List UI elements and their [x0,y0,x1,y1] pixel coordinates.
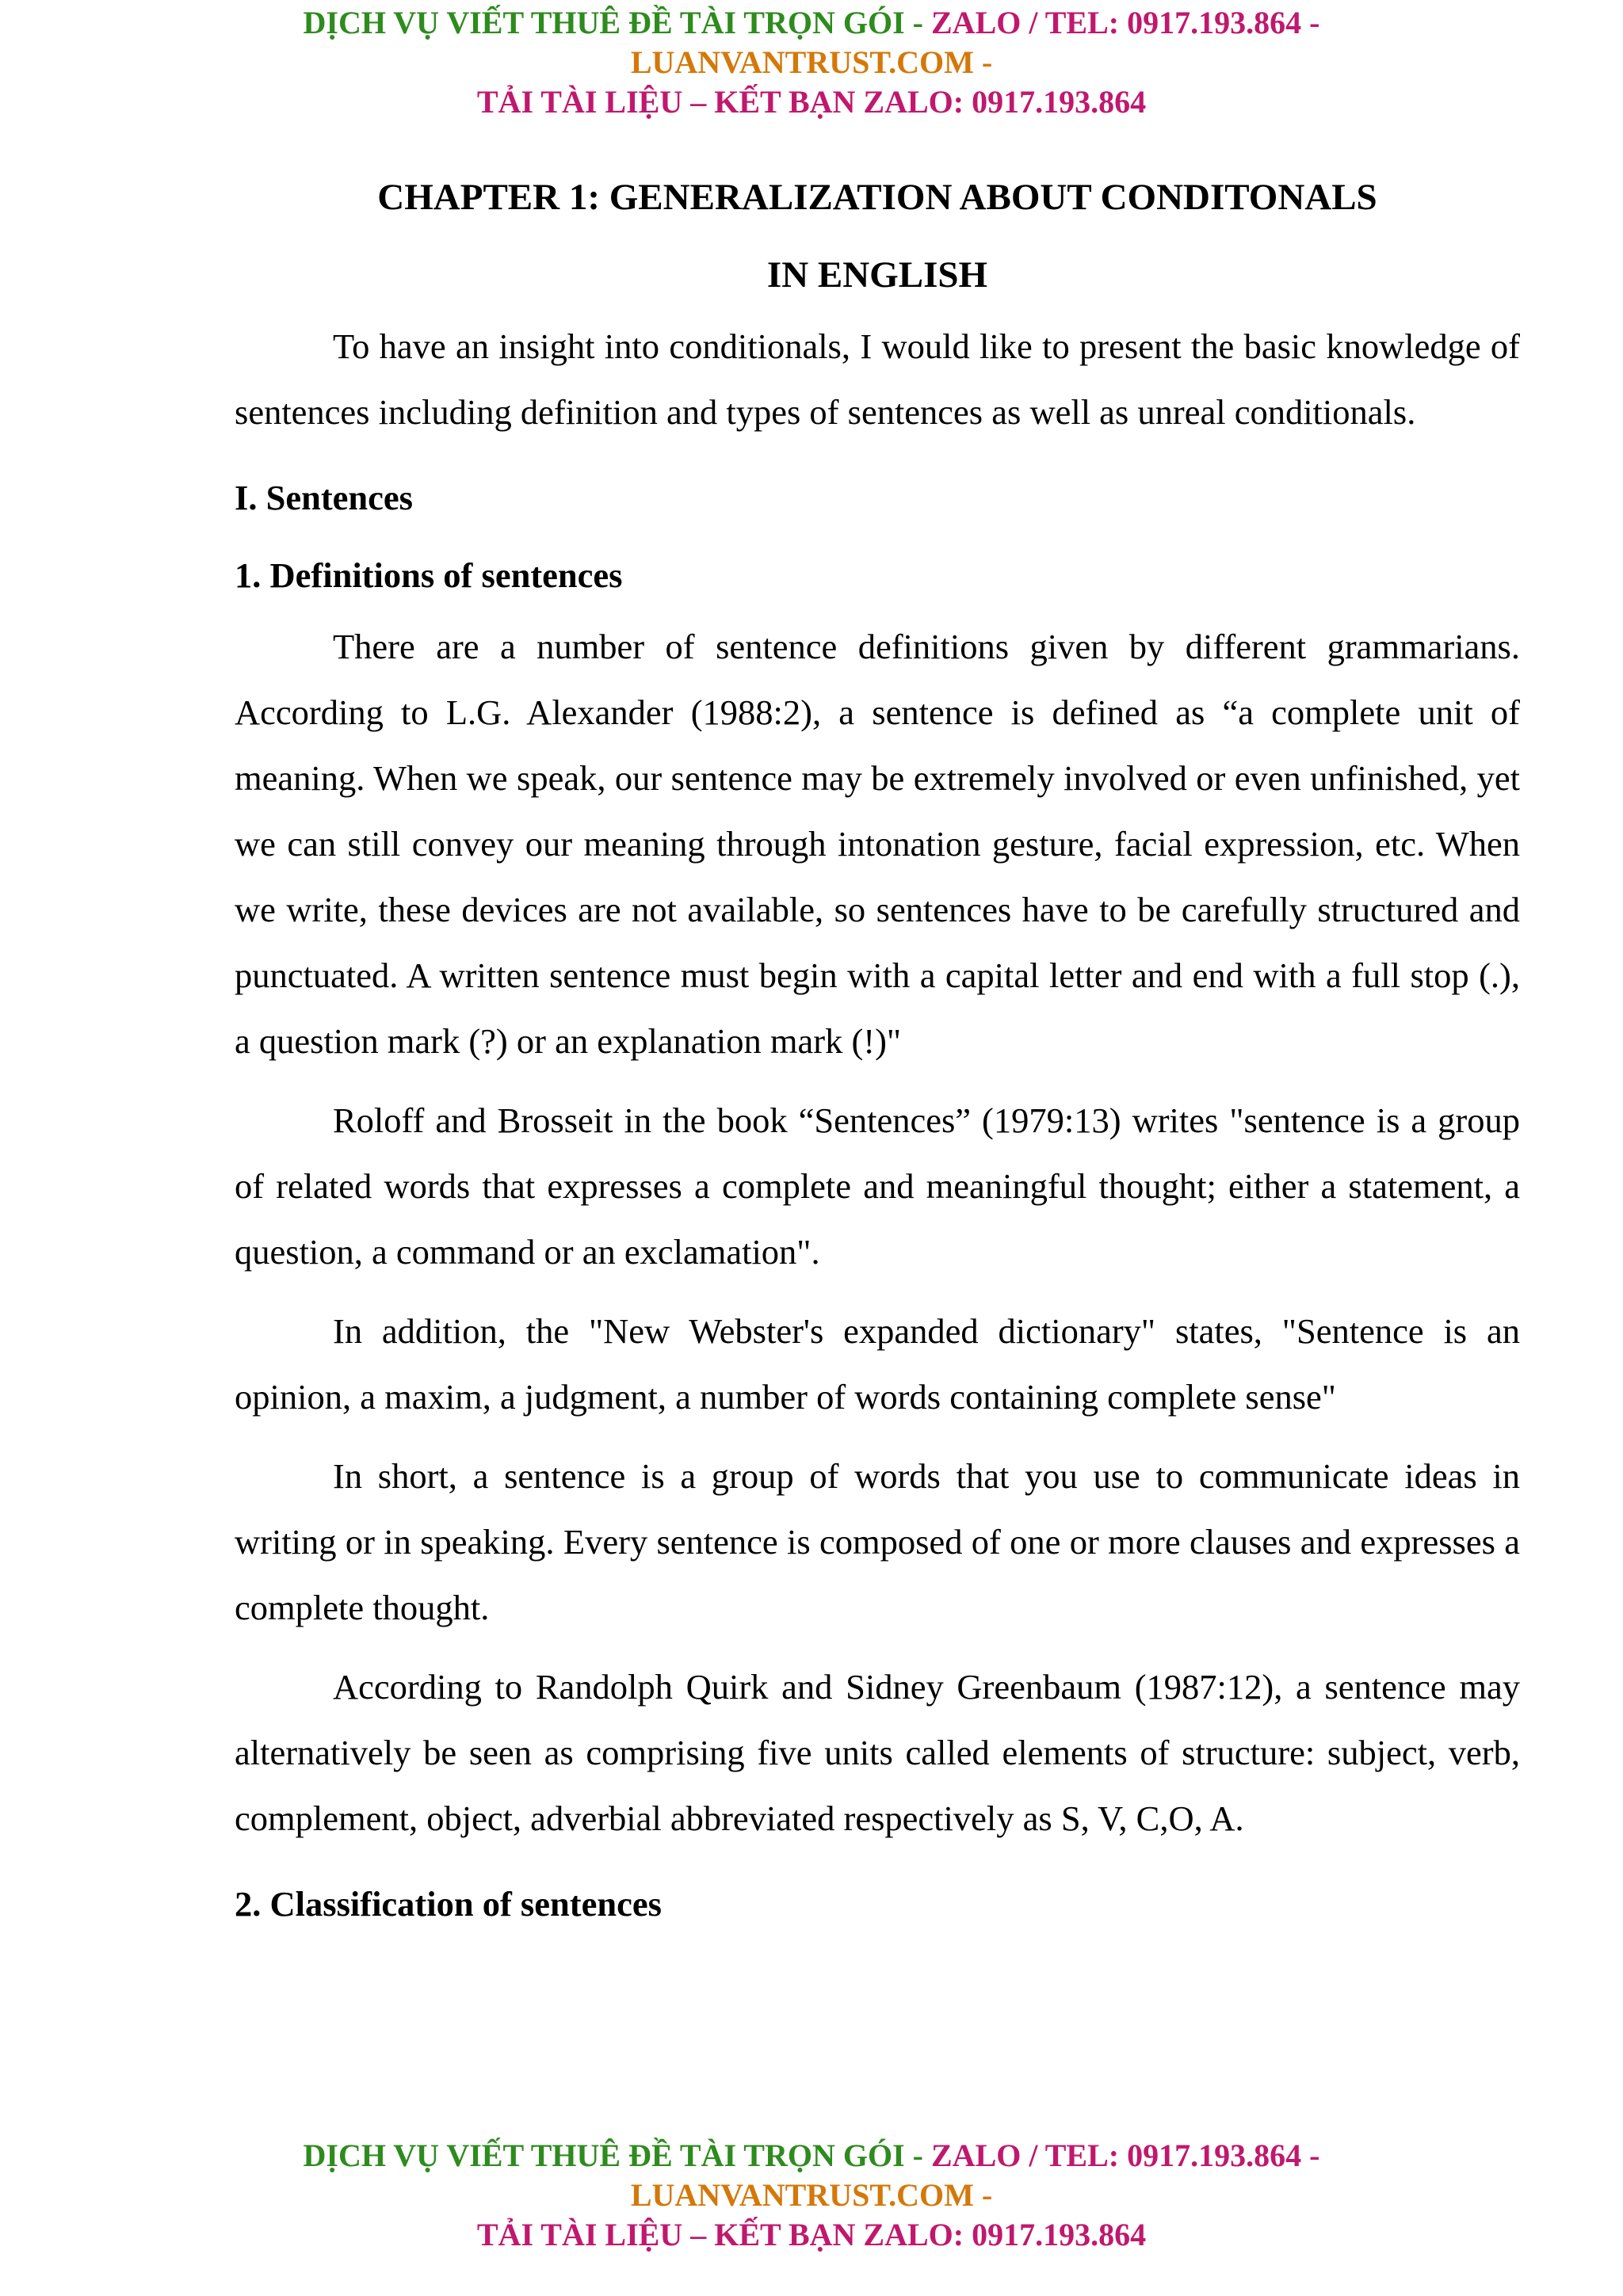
subsection-heading-definitions: 1. Definitions of sentences [235,555,623,595]
banner-download-text: TẢI TÀI LIỆU – KẾT BẠN ZALO: 0917.193.864 [476,84,1147,120]
footer-phone-text: ZALO / TEL: 0917.193.864 - [931,2138,1320,2173]
section-heading-sentences: I. Sentences [235,478,413,517]
paragraph-alexander: There are a number of sentence definitions given by different grammarians. According to L.G. Alexander (1988:2), a sentence is defined as “a complete unit of meaning. When we speak, our sentence may be extremely involved or even unfinished, yet we can still convey our meaning through intonation gesture, facial expression, etc. When we write, these devices are not available, so sentences have to be carefully structured and punctuated. A written sentence must begin with a capital letter and end with a full stop (.), a question mark (?) or an explanation mark (!)" [235,627,1520,1061]
footer-service-text: DỊCH VỤ VIẾT THUÊ ĐỀ TÀI TRỌN GÓI - [303,2138,931,2173]
chapter-title-line-1: CHAPTER 1: GENERALIZATION ABOUT CONDITONALS [377,177,1377,218]
footer-banner-line-1 [0,2136,1623,2176]
footer-banner [0,2136,1623,2255]
paragraph-summary: In short, a sentence is a group of words that you use to communicate ideas in writing or in speaking. Every sentence is composed of one or more clauses and expresses a complete thought. [235,1456,1520,1627]
banner-phone-text: ZALO / TEL: 0917.193.864 - [931,5,1320,40]
banner-service-text: DỊCH VỤ VIẾT THUÊ ĐỀ TÀI TRỌN GÓI - [303,5,931,40]
footer-download-text: TẢI TÀI LIỆU – KẾT BẠN ZALO: 0917.193.864 [476,2217,1147,2252]
subsection-heading-classification: 2. Classification of sentences [235,1884,662,1924]
header-banner [0,3,1623,122]
intro-paragraph: To have an insight into conditionals, I would like to present the basic knowledge of sentences including definition and types of sentences as well as unreal conditionals. [235,326,1520,432]
paragraph-quirk: According to Randolph Quirk and Sidney Greenbaum (1987:12), a sentence may alternatively be seen as comprising five units called elements of structure: subject, verb, complement, object, adverbial abbreviated respectively as S, V, C,O, A. [235,1667,1520,1838]
banner-line-1 [0,3,1623,43]
document-body [235,158,1520,1943]
paragraph-roloff: Roloff and Brosseit in the book “Sentences” (1979:13) writes "sentence is a group of related words that expresses a complete and meaningful thought; either a statement, a question, a command or an exclamation". [235,1100,1520,1272]
banner-website-link[interactable]: LUANVANTRUST.COM - [630,44,993,80]
chapter-title-line-2: IN ENGLISH [766,254,988,296]
footer-website-link[interactable]: LUANVANTRUST.COM - [630,2177,993,2213]
paragraph-webster: In addition, the "New Webster's expanded dictionary" states, "Sentence is an opinion, a maxim, a judgment, a number of words containing complete sense" [235,1311,1520,1417]
